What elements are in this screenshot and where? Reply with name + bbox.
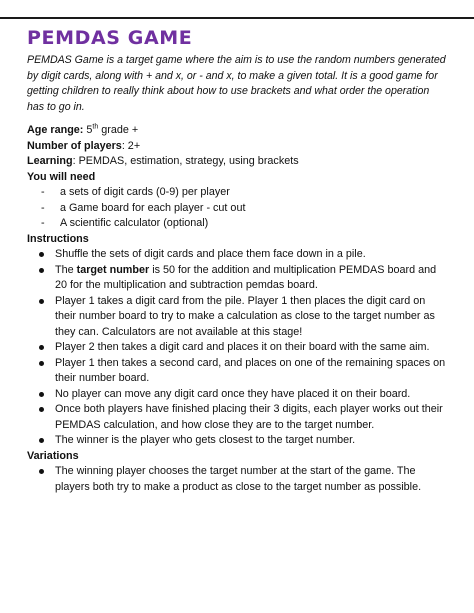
variation-text: The winning player chooses the target number at the start of the game. The players both try to make a product as close to the target number as possible. <box>55 465 422 493</box>
instruction-text: The <box>55 263 77 276</box>
target-number-term: target number <box>76 263 150 276</box>
bullet-icon <box>39 469 44 474</box>
list-item <box>37 263 447 294</box>
age-range-line <box>27 123 447 139</box>
page-title: PEMDAS GAME <box>27 27 193 49</box>
bullet-icon <box>39 345 44 350</box>
list-item <box>37 247 447 263</box>
list-item <box>37 402 447 433</box>
need-item-text: A scientific calculator (optional) <box>60 217 209 229</box>
document-page <box>27 25 447 495</box>
need-item-text: a Game board for each player - cut out <box>60 201 246 214</box>
dash-marker: - <box>41 201 45 214</box>
list-item <box>37 340 447 356</box>
bullet-icon <box>39 392 44 397</box>
need-heading: You will need <box>27 170 96 183</box>
bullet-icon <box>39 361 44 366</box>
dash-marker: - <box>41 186 45 198</box>
instruction-text: Player 1 takes a digit card from the pile. Player 1 then places the digit card on their number board to try to make a calculation as close to the target number as they can. Calculators are not available at this stage! <box>55 294 435 338</box>
need-list <box>27 185 447 232</box>
bullet-icon <box>39 407 44 412</box>
instruction-text: Player 1 then takes a second card, and places on one of the remaining spaces on their number board. <box>55 356 446 384</box>
intro-lead: PEMDAS Game <box>27 54 104 66</box>
players-label: Number of players <box>27 139 122 152</box>
variations-heading: Variations <box>27 449 79 462</box>
age-range-superscript: th <box>92 123 99 131</box>
learning-label: Learning <box>27 155 73 167</box>
list-item <box>41 216 447 232</box>
age-range-suffix: grade + <box>98 124 139 136</box>
list-item <box>41 201 447 217</box>
list-item <box>37 464 447 495</box>
age-range-label: Age range: <box>27 124 84 136</box>
list-item <box>37 356 447 387</box>
instruction-text: Once both players have finished placing their 3 digits, each player works out their PEMDAS calculation, and how close they are to the target number. <box>55 403 443 431</box>
list-item <box>37 294 447 341</box>
intro-text: is a target game where the aim is to use the random numbers generated by digit cards, along with + and x, or - and x, to make a given total. It is a good game for getting children to really think about how to use brackets and what order the operation has to go in. <box>27 54 446 113</box>
bullet-icon <box>39 438 44 443</box>
list-item <box>37 387 447 403</box>
players-line <box>27 139 447 155</box>
age-range-value: 5 <box>83 124 93 136</box>
instructions-list <box>27 247 447 449</box>
instruction-text: Player 2 then takes a digit card and places it on their board with the same aim. <box>55 341 430 353</box>
dash-marker: - <box>41 217 45 229</box>
variations-list <box>27 464 447 495</box>
players-value: : 2+ <box>121 139 141 152</box>
top-rule <box>0 17 474 19</box>
learning-line <box>27 154 447 170</box>
need-item-text: a sets of digit cards (0-9) per player <box>60 186 230 198</box>
list-item <box>37 433 447 449</box>
instructions-heading: Instructions <box>27 232 89 245</box>
instruction-text: is 50 for the addition and multiplication PEMDAS board and 20 for the multiplication and subtraction pemdas board. <box>55 263 437 291</box>
intro-paragraph <box>27 53 447 115</box>
bullet-icon <box>39 299 44 304</box>
instruction-text: Shuffle the sets of digit cards and place them face down in a pile. <box>55 248 366 260</box>
learning-value: : PEMDAS, estimation, strategy, using brackets <box>72 155 299 167</box>
bullet-icon <box>39 268 44 273</box>
list-item <box>41 185 447 201</box>
instruction-text: The winner is the player who gets closest to the target number. <box>55 434 356 446</box>
instruction-text: No player can move any digit card once they have placed it on their board. <box>55 387 411 400</box>
bullet-icon <box>39 252 44 257</box>
